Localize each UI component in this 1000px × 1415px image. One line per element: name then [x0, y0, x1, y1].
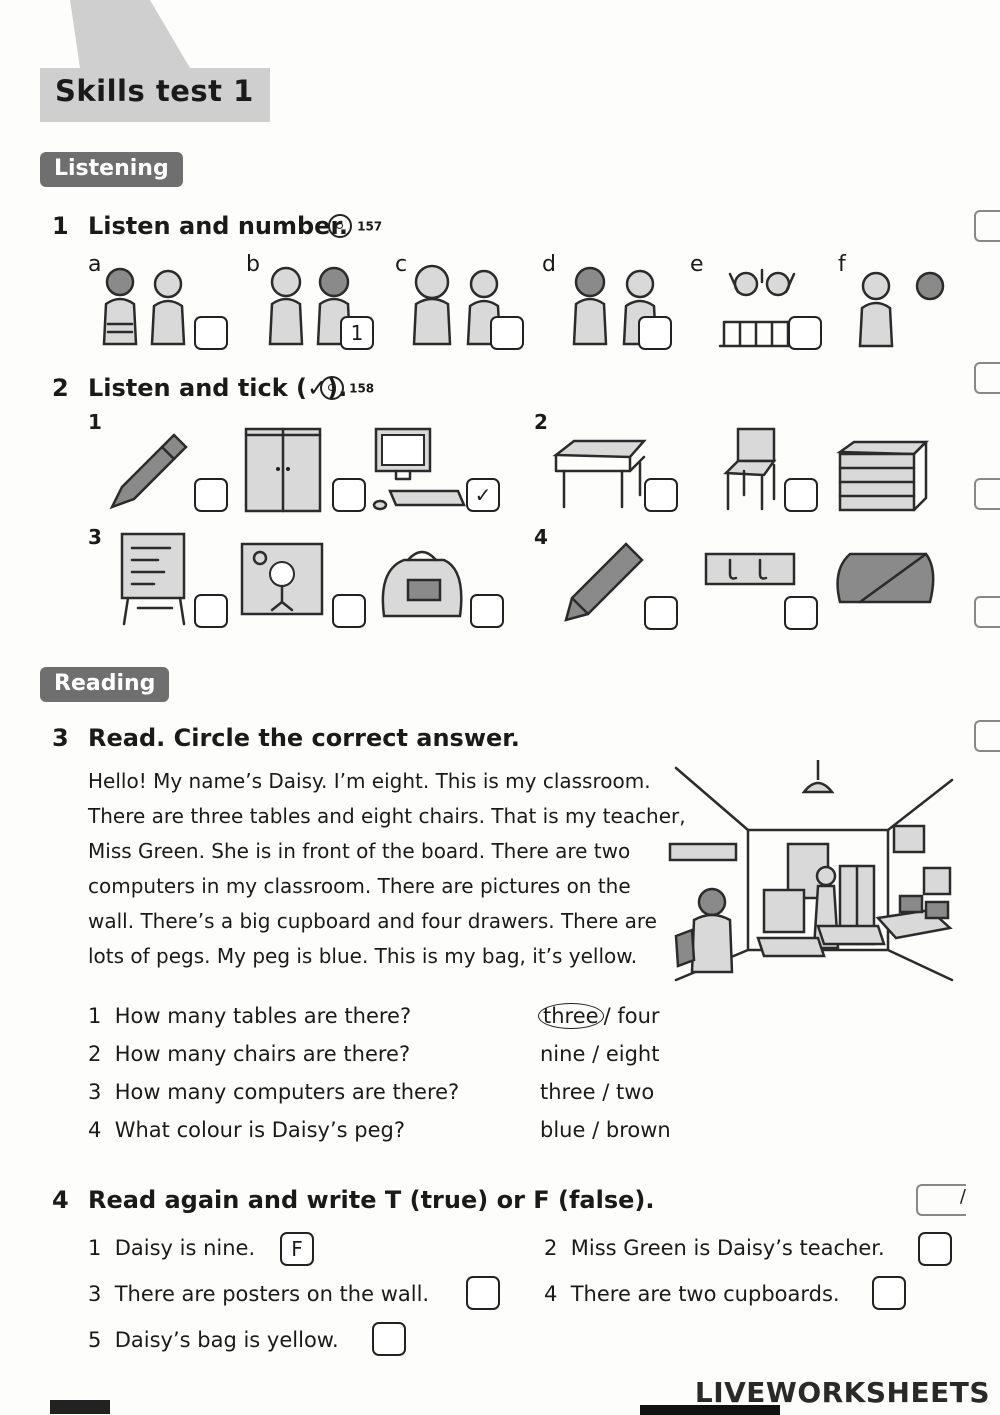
edge-box [974, 720, 1000, 752]
q3-option[interactable]: three [540, 1080, 596, 1104]
q3-instruction: Read. Circle the correct answer. [88, 724, 520, 752]
q1-answer-box-d[interactable] [638, 316, 672, 350]
q1-letter-f: f [838, 252, 846, 277]
q4-statement-text: Miss Green is Daisy’s teacher. [570, 1236, 885, 1260]
q3-answer-2 [540, 1042, 659, 1066]
q4-statement-text: There are posters on the wall. [114, 1282, 430, 1306]
q2-tick-box-pegs[interactable] [784, 596, 818, 630]
q4-answer-box-3[interactable] [466, 1276, 500, 1310]
reading-section-label: Reading [40, 667, 169, 702]
q2-tick-box-bag[interactable] [470, 594, 504, 628]
q1-answer-box-a[interactable] [194, 316, 228, 350]
q3-answer-3 [540, 1080, 654, 1104]
q3-question-text: What colour is Daisy’s peg? [114, 1118, 405, 1142]
q4-instruction: Read again and write T (true) or F (false). [88, 1186, 655, 1214]
q3-question-number: 4 [88, 1118, 102, 1142]
q4-answer-box-2[interactable] [918, 1232, 952, 1266]
q3-question-number: 1 [88, 1004, 102, 1028]
q3-answer-1 [538, 1004, 660, 1028]
pencil-picture [560, 536, 650, 626]
q2-group-3-number: 3 [88, 525, 102, 549]
passage-line: lots of pegs. My peg is blue. This is my bag, it’s yellow. [88, 944, 638, 968]
q3-option[interactable]: nine [540, 1042, 586, 1066]
cupboard-picture [242, 425, 326, 517]
q4-statement-number: 4 [544, 1282, 558, 1306]
q4-statement-text: Daisy’s bag is yellow. [114, 1328, 339, 1352]
q1-letter-b: b [246, 252, 260, 277]
q2-tick-box-computer[interactable]: ✓ [466, 478, 500, 512]
passage-line: wall. There’s a big cupboard and four drawers. There are [88, 909, 657, 933]
q3-option[interactable]: eight [605, 1042, 660, 1066]
q4-statement-5 [88, 1328, 339, 1352]
q4-statement-number: 5 [88, 1328, 102, 1352]
board-picture [118, 530, 192, 626]
q4-answer-box-5[interactable] [372, 1322, 406, 1356]
q3-option[interactable]: four [617, 1004, 660, 1028]
cd-icon [320, 376, 344, 400]
q1-audio[interactable] [328, 214, 382, 238]
q4-statement-number: 2 [544, 1236, 558, 1260]
q3-option[interactable]: brown [605, 1118, 671, 1142]
q2-tick-box-sports-bag[interactable] [974, 596, 1000, 628]
picture-picture [238, 540, 328, 620]
q3-question-4 [88, 1118, 405, 1142]
q2-audio[interactable] [320, 376, 374, 400]
page-title: Skills test 1 [55, 74, 254, 108]
q3-separator: / [603, 1004, 611, 1028]
q3-question-number: 3 [88, 1080, 102, 1104]
q1-letter-a: a [88, 252, 102, 277]
q2-tick-box-picture[interactable] [332, 594, 366, 628]
q4-answer-box-1[interactable]: F [280, 1232, 314, 1266]
q3-question-3 [88, 1080, 459, 1104]
q4-number: 4 [52, 1186, 69, 1214]
q2-tick-box-pen[interactable] [194, 478, 228, 512]
classroom-illustration [668, 760, 958, 986]
q2-tick-box-pencil[interactable] [644, 596, 678, 630]
sports-bag-picture [830, 540, 940, 610]
q4-statement-1 [88, 1236, 255, 1260]
q4-statement-number: 1 [88, 1236, 102, 1260]
q2-group-2-number: 2 [534, 410, 548, 434]
q4-statement-4 [544, 1282, 840, 1306]
q3-separator: / [602, 1080, 610, 1104]
passage-line: Miss Green. She is in front of the board. There are two [88, 839, 631, 863]
q3-question-2 [88, 1042, 410, 1066]
q2-group-4-number: 4 [534, 525, 548, 549]
q1-number: 1 [52, 212, 69, 240]
q3-answer-4 [540, 1118, 671, 1142]
passage-line: computers in my classroom. There are pictures on the [88, 874, 631, 898]
q4-statement-3 [88, 1282, 429, 1306]
q1-answer-box-e[interactable] [788, 316, 822, 350]
q2-instruction: Listen and tick (✓). [88, 374, 348, 402]
edge-box [974, 362, 1000, 394]
q2-track-number: 158 [349, 381, 375, 396]
q1-track-number: 157 [357, 219, 383, 234]
drawers-picture [834, 440, 934, 516]
pen-picture [104, 425, 194, 515]
q2-tick-box-chair[interactable] [784, 478, 818, 512]
cd-icon [328, 214, 352, 238]
q4-answer-box-4[interactable] [872, 1276, 906, 1310]
reading-passage [88, 764, 688, 974]
picture-children-f [852, 262, 942, 350]
passage-line: Hello! My name’s Daisy. I’m eight. This is my classroom. [88, 769, 651, 793]
q1-answer-box-c[interactable] [490, 316, 524, 350]
q3-question-number: 2 [88, 1042, 102, 1066]
liveworksheets-logo: LIVEWORKSHEETS [694, 1376, 990, 1409]
q1-letter-c: c [395, 252, 408, 277]
q1-letter-d: d [542, 252, 556, 277]
q1-answer-box-b[interactable]: 1 [340, 316, 374, 350]
q2-tick-box-drawers[interactable] [974, 478, 1000, 510]
q3-question-text: How many chairs are there? [114, 1042, 411, 1066]
q2-tick-box-cupboard[interactable] [332, 478, 366, 512]
q4-statement-number: 3 [88, 1282, 102, 1306]
q3-option[interactable]: blue [540, 1118, 586, 1142]
table-picture [550, 435, 650, 515]
chair-picture [716, 425, 786, 515]
computer-picture [370, 425, 466, 517]
q2-tick-box-board[interactable] [194, 594, 228, 628]
listening-section-label: Listening [40, 152, 183, 187]
q2-number: 2 [52, 374, 69, 402]
q1-letter-e: e [690, 252, 704, 277]
q3-separator: / [592, 1042, 600, 1066]
q4-statement-text: Daisy is nine. [114, 1236, 256, 1260]
pegs-picture [702, 548, 798, 592]
q2-tick-box-table[interactable] [644, 478, 678, 512]
q1-instruction: Listen and number. [88, 212, 348, 240]
q3-option-circled[interactable]: three [538, 1003, 604, 1029]
q4-statement-2 [544, 1236, 885, 1260]
q3-question-text: How many computers are there? [114, 1080, 460, 1104]
q3-question-text: How many tables are there? [114, 1004, 412, 1028]
q4-statement-text: There are two cupboards. [570, 1282, 840, 1306]
edge-box [974, 210, 1000, 242]
q3-separator: / [592, 1118, 600, 1142]
q2-group-1-number: 1 [88, 410, 102, 434]
q3-number: 3 [52, 724, 69, 752]
q4-score-box: / [916, 1184, 966, 1216]
passage-line: There are three tables and eight chairs. That is my teacher, [88, 804, 686, 828]
q3-question-1 [88, 1004, 411, 1028]
schoolbag-picture [374, 540, 470, 620]
q3-option[interactable]: two [616, 1080, 655, 1104]
